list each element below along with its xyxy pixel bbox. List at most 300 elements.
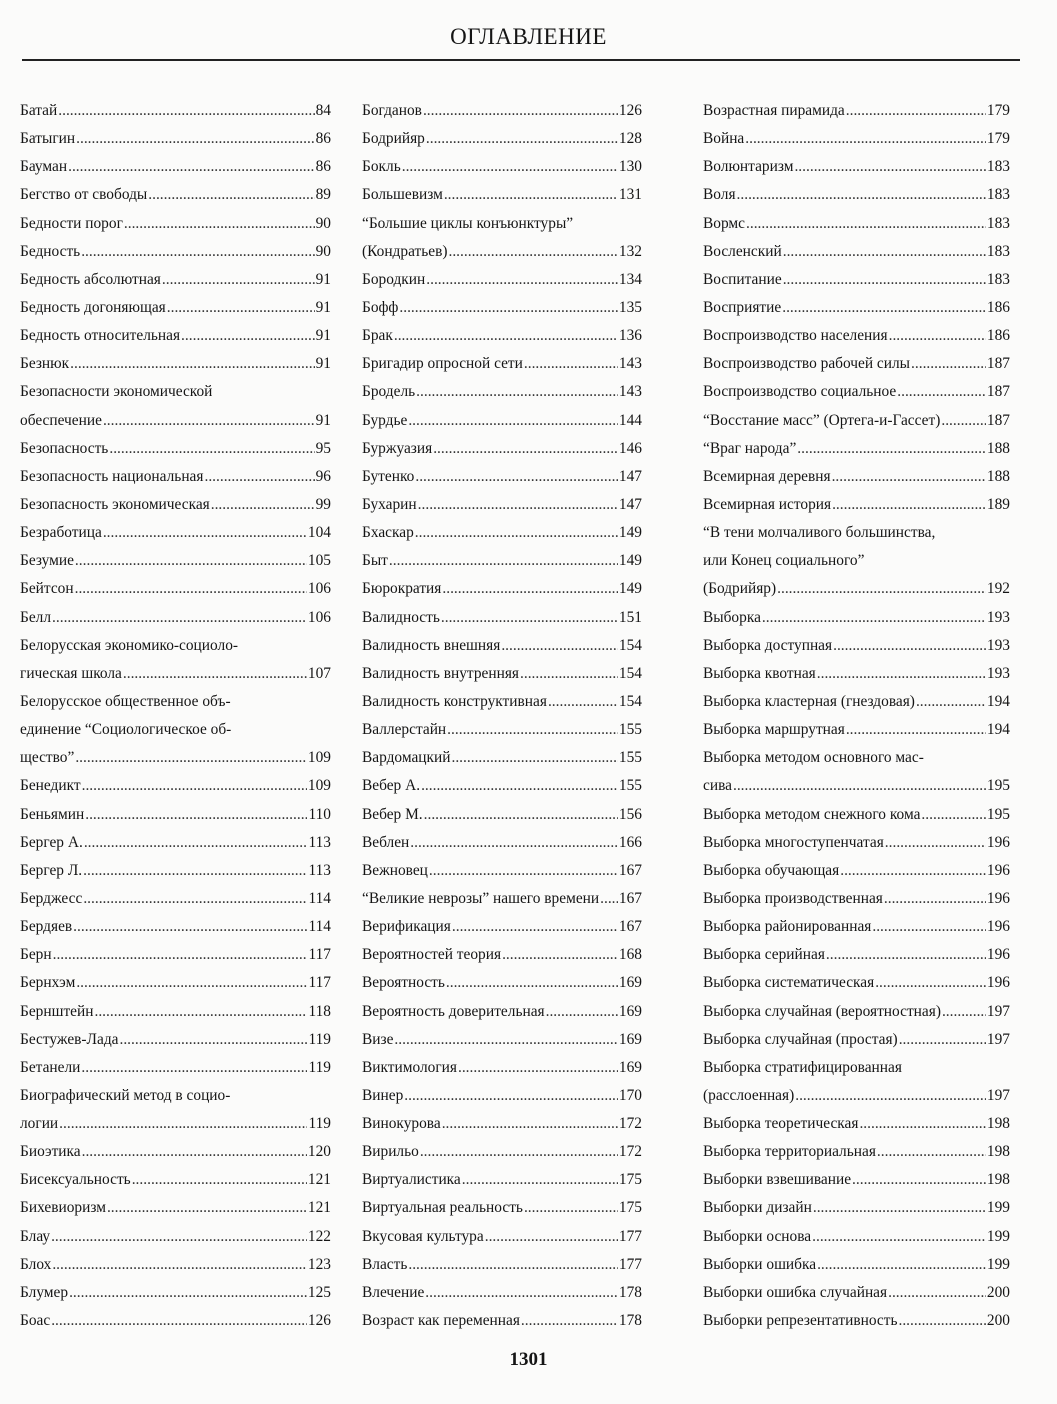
toc-entry-line — [703, 435, 1010, 463]
toc-entry-title: или Конец социального” — [703, 552, 865, 570]
toc-entry — [20, 350, 331, 378]
toc-entry-line — [20, 547, 331, 575]
toc-entry-line — [362, 688, 642, 716]
dot-leader — [548, 688, 618, 716]
toc-entry-line — [362, 322, 642, 350]
dot-leader — [921, 801, 985, 829]
toc-page-number: 199 — [986, 1199, 1010, 1217]
toc-entry-title: Бердяев — [20, 918, 73, 936]
toc-entry-title: Боас — [20, 1312, 51, 1330]
dot-leader — [899, 1026, 986, 1054]
toc-page-number: 175 — [618, 1199, 642, 1217]
toc-page-number: 198 — [986, 1115, 1010, 1133]
toc-entry-line — [362, 716, 642, 744]
toc-entry-title: Брак — [362, 327, 393, 345]
toc-page-number: 151 — [618, 608, 642, 626]
toc-entry-line — [20, 1082, 331, 1110]
toc-entry — [20, 378, 331, 434]
toc-entry-title: Бедности порог — [20, 214, 123, 232]
dot-leader — [737, 181, 986, 209]
toc-entry-title: Виктимология — [362, 1058, 457, 1076]
toc-page-number: 166 — [618, 833, 642, 851]
toc-entry-title: гическая школа — [20, 664, 122, 682]
toc-entry-line — [703, 885, 1010, 913]
dot-leader — [745, 125, 986, 153]
toc-entry — [20, 1307, 331, 1335]
toc-entry — [20, 772, 331, 800]
toc-entry-line — [20, 266, 331, 294]
dot-leader — [859, 1110, 985, 1138]
toc-entry-line — [703, 1138, 1010, 1166]
toc-page-number: 187 — [986, 383, 1010, 401]
toc-page-number: 186 — [986, 327, 1010, 345]
toc-entry-title: Выборки ошибка — [703, 1255, 817, 1273]
dot-leader — [833, 632, 986, 660]
toc-entry-line — [362, 801, 642, 829]
toc-page-number: 199 — [986, 1255, 1010, 1273]
dot-leader — [462, 1166, 618, 1194]
toc-entry — [362, 969, 642, 997]
toc-entry-line — [20, 1279, 331, 1307]
dot-leader — [888, 1279, 986, 1307]
dot-leader — [68, 153, 315, 181]
toc-page-number: 169 — [618, 1030, 642, 1048]
toc-entry — [703, 125, 1010, 153]
dot-leader — [916, 688, 986, 716]
toc-page-number: 144 — [618, 411, 642, 429]
toc-entry — [703, 407, 1010, 435]
toc-entry-line — [362, 407, 642, 435]
toc-page-number: 172 — [618, 1115, 642, 1133]
toc-page-number: 155 — [618, 749, 642, 767]
toc-entry-title: Блау — [20, 1227, 51, 1245]
toc-entry-title: Возраст как переменная — [362, 1312, 520, 1330]
toc-entry — [703, 688, 1010, 716]
toc-entry — [20, 604, 331, 632]
toc-entry-line — [362, 125, 642, 153]
toc-page-number: 135 — [618, 298, 642, 316]
toc-entry-title: Бернштейн — [20, 1002, 94, 1020]
toc-entry-title: Вирильо — [362, 1143, 419, 1161]
dot-leader — [81, 238, 314, 266]
toc-entry — [20, 632, 331, 688]
toc-entry-title: Восприятие — [703, 298, 782, 316]
toc-entry — [20, 491, 331, 519]
toc-entry — [362, 491, 642, 519]
toc-entry-line — [20, 491, 331, 519]
toc-entry-title: Выборка случайная (простая) — [703, 1030, 898, 1048]
toc-page-number: 149 — [618, 524, 642, 542]
toc-entry-line — [703, 1166, 1010, 1194]
toc-page-number: 177 — [618, 1255, 642, 1273]
toc-entry — [703, 1110, 1010, 1138]
toc-entry-line — [20, 857, 331, 885]
dot-leader — [211, 491, 315, 519]
toc-entry-title: “В тени молчаливого большинства, — [703, 524, 936, 542]
dot-leader — [58, 97, 314, 125]
toc-entry-title: Быт — [362, 552, 388, 570]
toc-entry-line — [703, 547, 1010, 575]
toc-entry — [362, 688, 642, 716]
toc-entry-title: Виртуальная реальность — [362, 1199, 523, 1217]
toc-page-number: 121 — [307, 1199, 331, 1217]
toc-entry-title: Безопасности экономической — [20, 383, 213, 401]
dot-leader — [162, 266, 315, 294]
dot-leader — [897, 378, 986, 406]
toc-entry — [703, 716, 1010, 744]
toc-entry-title: Бхаскар — [362, 524, 414, 542]
toc-entry-title: Бодрийяр — [362, 130, 425, 148]
dot-leader — [875, 969, 986, 997]
toc-column-1 — [20, 97, 331, 1335]
toc-entry-line — [20, 294, 331, 322]
toc-entry-line — [20, 772, 331, 800]
dot-leader — [524, 350, 618, 378]
dot-leader — [846, 716, 986, 744]
toc-entry — [362, 1194, 642, 1222]
toc-page-number: 149 — [618, 552, 642, 570]
toc-entry — [362, 744, 642, 772]
toc-entry-title: Биографический метод в социо- — [20, 1086, 231, 1104]
toc-page-number: 189 — [986, 495, 1010, 513]
toc-entry — [703, 941, 1010, 969]
toc-page-number: 167 — [618, 918, 642, 936]
toc-entry — [362, 941, 642, 969]
toc-entry-title: Вероятность — [362, 974, 445, 992]
toc-page-number: 178 — [618, 1283, 642, 1301]
toc-entry-title: Власть — [362, 1255, 408, 1273]
toc-entry-title: Выборка квотная — [703, 664, 816, 682]
toc-entry-line — [362, 1166, 642, 1194]
toc-page-number: 110 — [308, 805, 331, 823]
toc-entry-line — [703, 941, 1010, 969]
dot-leader — [389, 547, 618, 575]
toc-entry — [20, 575, 331, 603]
toc-entry-title: Выборка территориальная — [703, 1143, 876, 1161]
dot-leader — [94, 998, 307, 1026]
header-rule — [22, 59, 1020, 61]
toc-entry-title: Бестужев-Лада — [20, 1030, 119, 1048]
toc-entry-title: Выборка случайная (вероятностная) — [703, 1002, 941, 1020]
toc-entry-title: Вкусовая культура — [362, 1227, 484, 1245]
toc-entry-title: Бродель — [362, 383, 416, 401]
toc-entry-line — [20, 575, 331, 603]
dot-leader — [84, 829, 308, 857]
toc-entry — [362, 998, 642, 1026]
toc-entry-line — [20, 407, 331, 435]
toc-entry-title: Безработица — [20, 524, 102, 542]
toc-entry — [703, 435, 1010, 463]
toc-entry-title: сива — [703, 777, 732, 795]
toc-page-number: 149 — [618, 580, 642, 598]
toc-page-number: 132 — [618, 242, 642, 260]
toc-entry — [20, 238, 331, 266]
toc-page-number: 169 — [618, 1002, 642, 1020]
toc-entry-line — [20, 519, 331, 547]
toc-entry — [20, 125, 331, 153]
toc-entry-line — [362, 491, 642, 519]
toc-entry — [20, 829, 331, 857]
dot-leader — [852, 1166, 986, 1194]
toc-entry — [362, 1279, 642, 1307]
toc-entry-title: Вебер А. — [362, 777, 421, 795]
toc-entry-title: Вардомацкий — [362, 749, 451, 767]
toc-entry-line — [20, 913, 331, 941]
toc-entry — [703, 1223, 1010, 1251]
toc-page-number: 143 — [618, 355, 642, 373]
toc-entry-line — [20, 1026, 331, 1054]
dot-leader — [452, 913, 618, 941]
toc-entry-line — [20, 153, 331, 181]
dot-leader — [123, 660, 307, 688]
toc-page-number: 90 — [315, 214, 331, 232]
dot-leader — [124, 210, 315, 238]
dot-leader — [103, 519, 307, 547]
toc-entry-line — [703, 266, 1010, 294]
dot-leader — [885, 829, 986, 857]
toc-page-number: 193 — [986, 608, 1010, 626]
toc-entry-title: Бегство от свободы — [20, 186, 148, 204]
toc-page-number: 106 — [307, 608, 331, 626]
toc-entry-title: Берн — [20, 946, 52, 964]
toc-entry-title: Белорусское общественное объ- — [20, 692, 231, 710]
dot-leader — [107, 1194, 307, 1222]
toc-entry — [20, 1194, 331, 1222]
dot-leader — [794, 153, 985, 181]
toc-entry-line — [703, 744, 1010, 772]
toc-entry-line — [703, 1251, 1010, 1279]
dot-leader — [451, 744, 617, 772]
toc-entry-line — [362, 829, 642, 857]
dot-leader — [85, 801, 307, 829]
toc-entry-title: Бетанели — [20, 1058, 81, 1076]
dot-leader — [777, 575, 986, 603]
toc-page-number: 178 — [618, 1312, 642, 1330]
toc-entry-line — [703, 604, 1010, 632]
toc-entry-line — [703, 181, 1010, 209]
toc-entry-title: Буржуазия — [362, 439, 433, 457]
toc-entry-title: Бригадир опросной сети — [362, 355, 523, 373]
dot-leader — [408, 1251, 618, 1279]
toc-entry-title: Безопасность национальная — [20, 467, 204, 485]
toc-entry-title: Выборки основа — [703, 1227, 812, 1245]
toc-entry — [362, 1054, 642, 1082]
toc-page-number: 119 — [308, 1030, 331, 1048]
dot-leader — [82, 772, 307, 800]
toc-entry-title: Бедность абсолютная — [20, 270, 161, 288]
toc-entry-title: Беньямин — [20, 805, 85, 823]
toc-entry — [703, 969, 1010, 997]
toc-entry-line — [362, 97, 642, 125]
toc-entry-line — [703, 463, 1010, 491]
toc-page-number: 195 — [986, 805, 1010, 823]
toc-entry-line — [20, 829, 331, 857]
toc-page-number: 197 — [986, 1002, 1010, 1020]
toc-page-number: 169 — [618, 1058, 642, 1076]
toc-entry-title: щество” — [20, 749, 75, 767]
dot-leader — [501, 632, 618, 660]
dot-leader — [415, 519, 618, 547]
toc-entry — [20, 913, 331, 941]
toc-entry — [20, 435, 331, 463]
toc-entry-title: Блох — [20, 1255, 52, 1273]
dot-leader — [832, 463, 986, 491]
toc-entry-line — [362, 1026, 642, 1054]
dot-leader — [119, 1026, 307, 1054]
toc-page-number: 99 — [315, 495, 331, 513]
toc-page-number: 197 — [986, 1086, 1010, 1104]
toc-entry — [362, 266, 642, 294]
toc-page-number: 136 — [618, 327, 642, 345]
toc-entry-title: Бокль — [362, 158, 401, 176]
toc-entry — [703, 1251, 1010, 1279]
toc-page-number: 193 — [986, 636, 1010, 654]
dot-leader — [76, 125, 314, 153]
toc-page-number: 114 — [308, 918, 331, 936]
toc-entry — [20, 998, 331, 1026]
toc-entry-title: Бедность относительная — [20, 327, 181, 345]
toc-page-number: 126 — [307, 1312, 331, 1330]
toc-entry-title: “Восстание масс” (Ортега-и-Гассет) — [703, 411, 941, 429]
toc-entry — [362, 378, 642, 406]
toc-entry — [20, 1251, 331, 1279]
toc-page-number: 105 — [307, 552, 331, 570]
toc-page-number: 183 — [986, 214, 1010, 232]
toc-entry-title: Выборка методом снежного кома — [703, 805, 921, 823]
dot-leader — [448, 238, 617, 266]
toc-page-number: 134 — [618, 270, 642, 288]
toc-entry-line — [20, 350, 331, 378]
dot-leader — [524, 1194, 618, 1222]
toc-entry-line — [20, 1307, 331, 1335]
toc-entry — [703, 1307, 1010, 1335]
toc-entry — [20, 1026, 331, 1054]
toc-entry — [703, 294, 1010, 322]
toc-entry-line — [703, 1223, 1010, 1251]
dot-leader — [70, 350, 314, 378]
toc-entry-title: Выборка систематическая — [703, 974, 875, 992]
toc-entry-title: Винокурова — [362, 1115, 441, 1133]
toc-page-number: 183 — [986, 270, 1010, 288]
dot-leader — [521, 1307, 618, 1335]
dot-leader — [394, 1026, 617, 1054]
dot-leader — [69, 1279, 307, 1307]
toc-page-number: 147 — [618, 495, 642, 513]
toc-entry-line — [20, 716, 331, 744]
dot-leader — [444, 181, 618, 209]
toc-page-number: 195 — [986, 777, 1010, 795]
toc-page-number: 84 — [315, 102, 331, 119]
toc-entry-title: Вероятностей теория — [362, 946, 502, 964]
toc-entry-title: Валидность конструктивная — [362, 692, 547, 710]
dot-leader — [402, 153, 618, 181]
dot-leader — [546, 998, 618, 1026]
dot-leader — [82, 1138, 307, 1166]
toc-page-number: 91 — [315, 270, 331, 288]
toc-column-3 — [703, 97, 1010, 1335]
toc-entry — [362, 1166, 642, 1194]
toc-entry-title: Визе — [362, 1030, 394, 1048]
dot-leader — [418, 491, 618, 519]
toc-entry-line — [362, 350, 642, 378]
toc-entry-line — [703, 238, 1010, 266]
toc-entry — [362, 210, 642, 266]
toc-entry — [362, 519, 642, 547]
dot-leader — [485, 1223, 618, 1251]
toc-entry — [703, 885, 1010, 913]
toc-entry-title: Воспроизводство рабочей силы — [703, 355, 911, 373]
toc-page-number: 196 — [986, 889, 1010, 907]
toc-entry-line — [362, 181, 642, 209]
toc-page-number: 91 — [315, 298, 331, 316]
toc-entry — [362, 547, 642, 575]
toc-entry-line — [20, 1110, 331, 1138]
dot-leader — [441, 604, 618, 632]
toc-entry-line — [362, 885, 642, 913]
toc-entry — [20, 266, 331, 294]
toc-entry-title: Биоэтика — [20, 1143, 81, 1161]
toc-entry-title: Верификация — [362, 918, 451, 936]
toc-entry-title: Белорусская экономико-социоло- — [20, 636, 239, 654]
toc-page-number: 96 — [315, 467, 331, 485]
toc-entry — [20, 1082, 331, 1138]
dot-leader — [817, 1251, 986, 1279]
dot-leader — [204, 463, 314, 491]
toc-entry — [703, 266, 1010, 294]
toc-entry — [362, 1082, 642, 1110]
toc-entry — [703, 350, 1010, 378]
toc-entry — [362, 604, 642, 632]
toc-entry-title: Выборка кластерная (гнездовая) — [703, 692, 915, 710]
toc-entry-title: Валлерстайн — [362, 721, 447, 739]
toc-entry-title: Большевизм — [362, 186, 443, 204]
toc-entry — [20, 1054, 331, 1082]
dot-leader — [51, 1307, 307, 1335]
toc-page-number: 156 — [618, 805, 642, 823]
toc-page-number: 123 — [307, 1255, 331, 1273]
toc-entry — [703, 913, 1010, 941]
dot-leader — [941, 407, 986, 435]
toc-entry — [703, 998, 1010, 1026]
dot-leader — [52, 604, 307, 632]
toc-page-number: 196 — [986, 918, 1010, 936]
toc-entry — [20, 153, 331, 181]
toc-entry-title: Выборка производственная — [703, 889, 883, 907]
toc-entry-title: Бенедикт — [20, 777, 81, 795]
toc-page-number: 155 — [618, 721, 642, 739]
toc-entry-title: Безумие — [20, 552, 74, 570]
toc-entry-line — [362, 294, 642, 322]
toc-entry-line — [703, 660, 1010, 688]
toc-entry-line — [20, 97, 331, 125]
dot-leader — [813, 1194, 986, 1222]
dot-leader — [429, 857, 618, 885]
toc-entry-line — [703, 519, 1010, 547]
toc-entry-title: Бофф — [362, 298, 399, 316]
toc-entry-title: Выборка — [703, 608, 761, 626]
toc-entry-title: Валидность внутренняя — [362, 664, 519, 682]
toc-entry-line — [703, 829, 1010, 857]
toc-entry-title: Бородкин — [362, 270, 426, 288]
toc-page-number: 196 — [986, 861, 1010, 879]
toc-entry-title: (Кондратьев) — [362, 242, 448, 260]
toc-entry-line — [703, 998, 1010, 1026]
toc-entry-line — [703, 1054, 1010, 1082]
toc-entry-line — [362, 660, 642, 688]
toc-entry-line — [362, 913, 642, 941]
toc-entry-line — [20, 1223, 331, 1251]
toc-entry-title: Всемирная деревня — [703, 467, 831, 485]
